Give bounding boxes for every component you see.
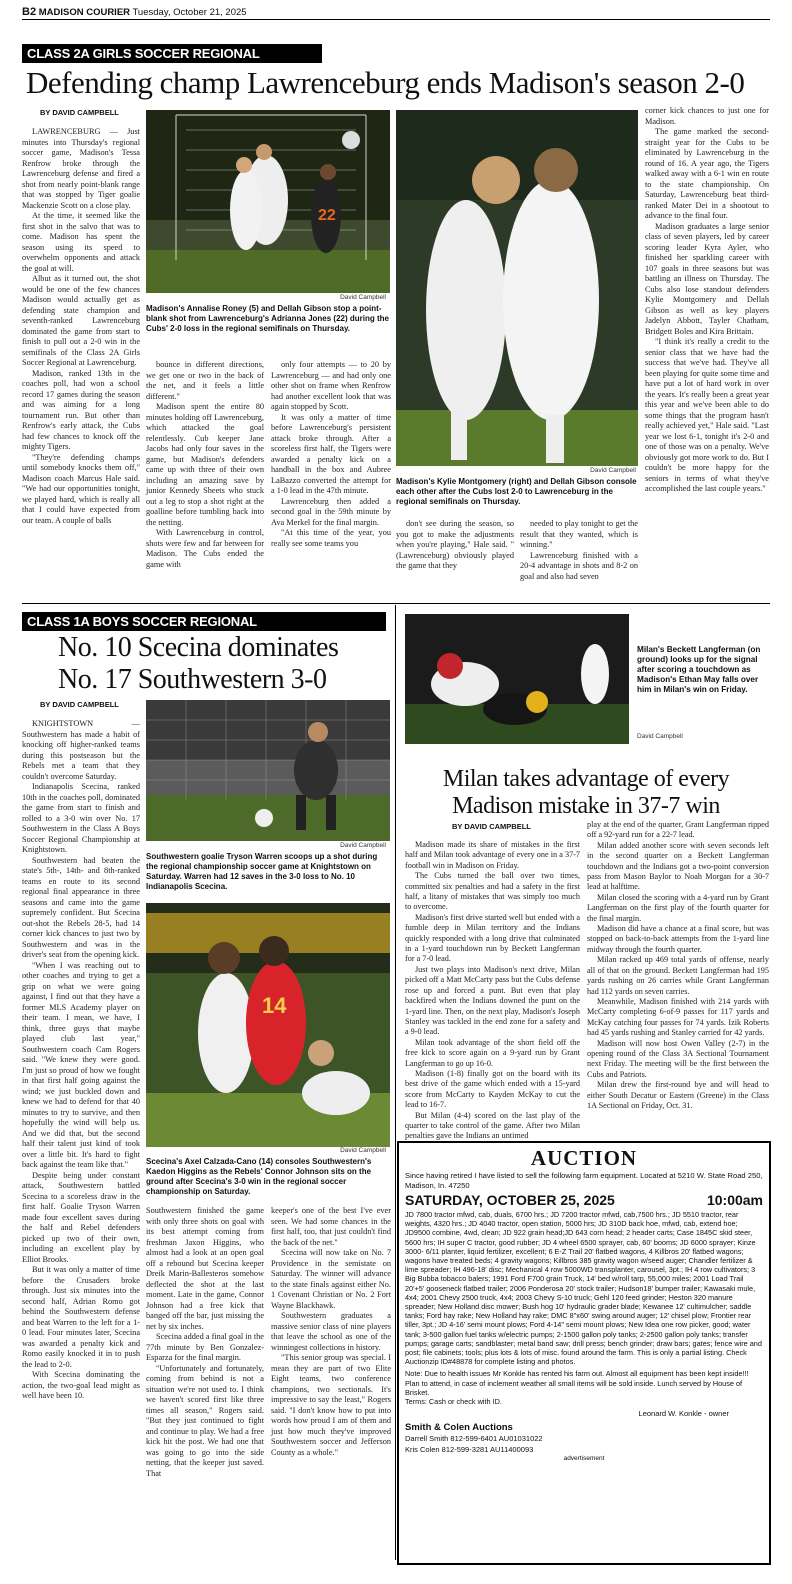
- paragraph: Lawrenceburg then added a second goal in the 59th minute by Ava Merkel for the final margin.: [271, 496, 391, 527]
- story1-kicker: CLASS 2A GIRLS SOCCER REGIONAL: [22, 44, 322, 63]
- auction-ad: [397, 1141, 771, 1565]
- ad-title: AUCTION: [530, 1146, 638, 1170]
- story3-col2: [587, 820, 769, 1120]
- story2-photo-console: [146, 903, 390, 1147]
- story1-photo-action: [146, 110, 390, 293]
- story2-col3: [271, 1206, 391, 1558]
- paragraph: LAWRENCEBURG — Just minutes into Thursday's regional soccer game, Madison's Tessa Renfrow broke through the Lawrenceburg defense and fired a shot from nearly point-blank range that was stopped by Tiger goalie Mackenzie Scott on a close play.: [22, 127, 140, 210]
- paper-name: MADISON COURIER: [38, 7, 131, 18]
- story1-photo-console: [396, 110, 638, 466]
- paragraph: Southwestern had beaten the state's 5th-, 14th- and 8th-ranked teams en route to its second regional final appearance in three seasons and came into the game supremely confident. But Scecina out-shot the Rebels 28-5, had 14 corner kick chances to just two by Southwestern and was in the driver's seat from the opening kick.: [22, 855, 140, 959]
- paragraph: KNIGHTSTOWN — Southwestern has made a habit of knocking off higher-ranked teams during this postseason but the Rebels met a team that they couldn't overcome Saturday.: [22, 719, 140, 781]
- paragraph: bounce in different directions, we get one or two in the back of the net, and it feels a little different.": [146, 360, 264, 401]
- paragraph: keeper's one of the best I've ever seen. We had some chances in the first half, too, that just couldn't find the back of the net.": [271, 1206, 391, 1247]
- ad-equipment-list: JD 7800 tractor mfwd, cab, duals, 6700 hrs.; JD 7200 tractor mfwd, cab,7500 hrs.; JD 5510 tractor, rear weights, 4320 hrs.; JD 4040 tractor, open station, 5000 hrs; JD 310D back hoe, mfwd, cab, extend hoe; JD9500 combine, 4wd, clean; JD 922 grain head;JD 643 corn head; 2 header carts; Case 1845C skid steer, 5600 hrs; IH super C tractor, good rubber; JD 4 wheel 6500 sprayer, cab, 60' booms; JD 6000 sprayer; Kinze 3000- 6/11 planter, liquid fertilizer, excellent; 6 E-Z Trail 20' flatbed wagons, 4 Killbros 20' flatbed wagons; wagons have treated beds; 4 gravity wagons; Killbros 385 gravity wagon w/seed auger; Chandler fertilizer & lime spreader; IH 496-18' disc; Mechanical 4 row 5000WD transplanter, carousel, 3pt.; IH 4 row cultivators; 3 Big Bubba tobacco balers; 1991 Ford F700 grain Truck, 14' bed w/roll tarp, 55,000 miles; 2001 Load Trail 20'+5' gooseneck flatbed trailer; 2006 Ponderosa 20' stock trailer; Hudson18' bumper trailer; Kawasaki mule, 4x4; 2001 Chevy 2500 truck, 4x4; 2003 Chevy S-10 truck; Gehl 120 feed grinder; Heston 320 manure spreader; New Holland disc mower; Bush hog 10' hydraulic grader blade; Kewanee 12' cultimulcher; saddle tanks; Ford hay rake; New Holland hay rake; DMC 8"x60' swing around auger; 12' chisel plow; Frontier rear tiller, 3pt.; JD 4-16' semi mount plows; Ford 4-14" semi mount plows; New Idea one row picker, good; water tank; 3-500 gallon fuel tanks w/electric pumps; 2-1500 gallon poly tanks; 2-2500 gallon poly tanks; transfer pumps; garage carts; sandblaster; metal band saw; drill press; bench grinder; draw bars; gates; fence wire and post; file cabinets; tools; plus lots & lots of misc. found around the farm. This is only a partial listing. Check Auctionzip ID#48878 for complete listing and photos.: [405, 1210, 762, 1367]
- story1-headline: Defending champ Lawrenceburg ends Madison's season 2-0: [26, 65, 745, 100]
- story2-headline-line2: No. 17 Southwestern 3-0: [58, 664, 327, 695]
- paragraph: Despite being under constant attack, Southwestern battled Scecina to a scoreless draw in the first half. Goalie Tryson Warren made four excellent saves during the half and Rebel defenders picked up two of their own, including an excellent play by Elliot Brooks.: [22, 1170, 140, 1264]
- paragraph: don't see during the season, so you got to make the adjustments when you're playing," Hale said. "(Lawrenceburg) obviously played the game that they: [396, 519, 514, 570]
- paragraph: play at the end of the quarter, Grant Langferman ripped off a 92-yard run for a 22-7 lead.: [587, 820, 769, 840]
- story2-photo1-credit: David Campbell: [340, 842, 386, 849]
- paragraph: Scecina will now take on No. 7 Providence in the semistate on Saturday. The winner will advance to the state finals against either No. 1 Covenant Christian or No. 2 Fort Wayne Blackhawk.: [271, 1248, 391, 1310]
- ad-date-row: [399, 1190, 769, 1210]
- story1-col2: [146, 360, 264, 582]
- ad-contact-1: Darrell Smith 812-599-6401 AU01031022: [405, 1434, 543, 1444]
- story1-col5: [520, 519, 638, 583]
- paragraph: The game marked the second-straight year for the Cubs to be eliminated by Lawrenceburg in the round of 16. A year ago, the Tigers walked away with a 6-1 win en route to the state championship. On Saturday, Lawrenceburg beat third-ranked Mater Dei in a shootout to advance to the final four.: [645, 127, 769, 220]
- story3-headline-line1: Milan takes advantage of every: [442, 766, 730, 792]
- section-divider: [22, 603, 770, 604]
- story2-headline-line1: No. 10 Scecina dominates: [58, 632, 339, 663]
- story2-col2: [146, 1206, 264, 1558]
- paragraph: Meanwhile, Madison finished with 214 yards with McCarty completing 6-of-9 passes for 117 yards and McKay catching four passes for 74 yards. Izik Roberts had 45 yards rushing and Stanley carried for 42 yards.: [587, 996, 769, 1038]
- paragraph: Madison made its share of mistakes in the first half and Milan took advantage of every one in a 37-7 football win in Madison on Friday.: [405, 840, 580, 870]
- paragraph: Milan racked up 469 total yards of offense, nearly all of that on the ground. Beckett Langferman had 195 yards rushing on 26 carries while Grant Langferman had 112 yards on seven carries.: [587, 955, 769, 996]
- paragraph: "At this time of the year, you really see some teams you: [271, 528, 391, 548]
- story1-photo2-credit: David Campbell: [590, 467, 636, 474]
- paragraph: "Unfortunately and fortunately, coming from behind is not a situation we're not used to. I think we haven't scored first like three times all season," Rogers said. "But they just continued to fight and continue to play. We had a free kick hit the post. We had one that was going to go into the side netting, that the keeper just saved. That: [146, 1363, 264, 1478]
- story1-col6: [645, 106, 769, 584]
- paragraph: Just two plays into Madison's next drive, Milan picked off a Matt McCarty pass but the Cubs defense rose up and forced a punt. But even that play backfired when the Indians downed the punt on the 1-yard line. Then, on the next play, Madison's Joseph Stanley was tackled in the end zone for a safety and a 9-0 lead.: [405, 964, 580, 1037]
- story3-col1: [405, 840, 580, 1141]
- paragraph: Madison (1-8) finally got on the board with its best drive of the game which ended with a 15-yard score from McCarty to Kayden McKay to cut the lead to 16-7.: [405, 1068, 580, 1110]
- top-rule: [22, 19, 770, 20]
- story3-photo-football: [405, 614, 629, 744]
- ad-owner: Leonard W. Konkle - owner: [638, 1409, 729, 1419]
- paragraph: Madison's first drive started well but ended with a fumble deep in Milan territory and the Indians quickly responded with a long drive that culminated in a 1-yard touchdown run by Beckett Langferman for a 7-0 lead.: [405, 912, 580, 964]
- paragraph: Milan took advantage of the short field off the free kick to score again on a 9-yard run by Grant Langferman to go up 16-0.: [405, 1037, 580, 1068]
- ad-date: SATURDAY, OCTOBER 25, 2025: [405, 1192, 615, 1208]
- paragraph: needed to play tonight to get the result that they wanted, which is winning.": [520, 519, 638, 549]
- paragraph: At the time, it seemed like the first shot in the salvo that was to come. Madison has spent the season using its speed to overwhelm opponents and attack the goal at will.: [22, 211, 140, 273]
- story1-photo1-caption: Madison's Annalise Roney (5) and Dellah Gibson stop a point-blank shot from Lawrenceburg's Adrianna Jones (22) during the Cubs' 2-0 loss in the regional semifinals on Thursday.: [146, 304, 389, 333]
- column-divider: [395, 605, 396, 1560]
- paragraph: Southwestern finished the game with only three shots on goal with its best attempt coming from freshman Jaxon Higgins, who almost had a look at an open goal off a rebound but Scecina keeper Dreik Marin-Ballesteros somehow deflected the shot at the last moment. Late in the game, Connor Johnson had a free kick that banged off the bar, just missing the net by six inches.: [146, 1206, 264, 1331]
- paragraph: Madison spent the entire 80 minutes holding off Lawrenceburg, which attacked the goal relentlessly. Cub keeper Jane Jacobs had only four saves in the game, but Madison's defenders came up with three of their own including an amazing save by junior Kennedy Sheets who stuck out a leg to stop a shot right at the goalline before tumbling back into the netting.: [146, 402, 264, 527]
- story1-col1: [22, 127, 140, 579]
- story1-byline: BY DAVID CAMPBELL: [40, 108, 119, 117]
- paragraph: "I think it's really a credit to the senior class that we have had the success that we've had. They've all been playing for quite some time and have put a lot of hard work in over the years. It's really been a great year this year and we've been able to do some things that the program hasn't really achieved yet," Hale said. "Last year we lost 6-1, tonight it's 2-0 and one of those was on a penalty. We've obviously got more work to do. But I couldn't be more happy for the seniors in terms of what they've accomplished the last couple years.": [645, 337, 769, 493]
- ad-firm: Smith & Colen Auctions: [405, 1422, 513, 1434]
- paragraph: Madison did have a chance at a final score, but was stopped on back-to-back attempts from the 1-yard line midway through the fourth quarter.: [587, 924, 769, 954]
- paragraph: But it was only a matter of time before the Crusaders broke through. Just six minutes into the second half, Adrian Romo got behind the Southwestern defense and beat Warren to the left for a 1-0 lead. Four minutes later, Scecina was awarded a penalty kick and Romo easily knocked it in to push the lead to 2-0.: [22, 1265, 140, 1369]
- paragraph: Milan drew the first-round bye and will head to either South Decatur or Eastern (Greene) in the Class 1A Sectional on Friday, Oct. 31.: [587, 1080, 769, 1110]
- story1-photo2-caption: Madison's Kylie Montgomery (right) and Dellah Gibson console each other after the Cubs lost 2-0 to Lawrenceburg in the regional semifinals on Thursday.: [396, 477, 637, 506]
- ad-contact-2: Kris Colen 812-599-3281 AU11400093: [405, 1445, 534, 1455]
- ad-terms: Terms: Cash or check with ID.: [405, 1397, 502, 1407]
- paragraph: "They're defending champs until somebody knocks them off," Madison coach Marcus Hale said. "We had our opportunities tonight, we played hard, which is really all that I could have expected from our team. A couple of balls: [22, 452, 140, 525]
- paragraph: With Scecina dominating the action, the two-goal lead might as well have been 10.: [22, 1370, 140, 1400]
- paragraph: But Milan (4-4) scored on the last play of the quarter to take control of the game. After two Milan penalties gave the Indians an untimed: [405, 1110, 580, 1141]
- story3-photo-caption: Milan's Beckett Langferman (on ground) looks up for the signal after scoring a touchdown as Madison's Ethan May falls over him in Milan's win on Friday.: [637, 645, 761, 694]
- paragraph: Scecina added a final goal in the 77th minute by Ben Gonzalez-Esparza for the final margin.: [146, 1332, 264, 1362]
- story2-photo-goalie: [146, 700, 390, 841]
- paragraph: only four attempts — to 20 by Lawrenceburg — and had only one other shot on frame when Renfrow had another excellent look that was again stopped by Scott.: [271, 360, 391, 411]
- svg-text:22: 22: [318, 207, 336, 224]
- paragraph: With Lawrenceburg in control, shots were few and far between for Madison. The Cubs ended the game with: [146, 528, 264, 569]
- paragraph: Lawrenceburg finished with a 20-4 advantage in shots and 8-2 on goal and also had seven: [520, 550, 638, 581]
- paragraph: "This senior group was special. I mean they are part of two Elite Eight teams, two conference champions, two sectionals. It's impressive to say the least," Rogers said. "I don't know how to put into words how proud I am of them and just how much they've improved Southwestern soccer and Jefferson County as a whole.": [271, 1353, 391, 1457]
- paragraph: Indianapolis Scecina, ranked 10th in the coaches poll, dominated the game from start to finish and rolled to a 3-0 win over No. 17 Southwestern in the Class A Boys Soccer Regional Championship at Knightstown.: [22, 782, 140, 854]
- paragraph: Madison graduates a large senior class of seven players, led by career scoring leader Kyra Ayler, who finished her sparkling career with 107 goals in three seasons but was battling an illness on Thursday. The Cubs also lose standout defenders Kylie Montgomery and Dellah Gibson as well as key players Jadelyn Abbott, Tayler Chatham, Bridgett Boles and Kira Brittain.: [645, 221, 769, 336]
- story3-headline-line2: Madison mistake in 37-7 win: [452, 793, 720, 819]
- story2-col1: [22, 719, 140, 1557]
- paragraph: Madison will now host Owen Valley (2-7) in the opening round of the Class 3A Sectional Tournament next Friday. The meeting will be the first between the Cubs and Patriots.: [587, 1038, 769, 1079]
- page-number: B2: [22, 6, 37, 18]
- folio: [22, 6, 247, 18]
- story1-photo1-credit: David Campbell: [340, 294, 386, 301]
- paragraph: The Cubs turned the ball over two times, committed six penalties and had a safety in the first half, a litany of mistakes that was simply too much to overcome.: [405, 871, 580, 912]
- story2-kicker: CLASS 1A BOYS SOCCER REGIONAL: [22, 612, 386, 631]
- story2-photo2-credit: David Campbell: [340, 1147, 386, 1154]
- story3-byline: BY DAVID CAMPBELL: [452, 822, 531, 831]
- issue-date: Tuesday, October 21, 2025: [132, 7, 247, 18]
- story2-byline: BY DAVID CAMPBELL: [40, 700, 119, 709]
- paragraph: corner kick chances to just one for Madison.: [645, 106, 769, 126]
- paragraph: Madison, ranked 13th in the coaches poll, had won a school record 17 games during the season and was aiming for a long tournament run. But other than Renfrow's early attack, the Cubs had few chances to knock off the mighty Tigers.: [22, 368, 140, 451]
- paragraph: It was only a matter of time before Lawrenceburg's persistent attack broke through. After a scoreless first half, the Tigers were awarded a penalty kick on a handball in the box and Aubree LaBazzo converted the attempt for a 1-0 lead in the 47th minute.: [271, 412, 391, 495]
- paragraph: Southwestern graduates a massive senior class of nine players that leave the school as one of the winningest collections in history.: [271, 1311, 391, 1352]
- story2-photo2-caption: Scecina's Axel Calzada-Cano (14) consoles Southwestern's Kaedon Higgins as the Rebels' Connor Johnson sits on the ground after Scecina's 3-0 win in the regional soccer championship on Saturday.: [146, 1157, 372, 1196]
- ad-intro: Since having retired I have listed to sell the following farm equipment. Located at 5210 W. State Road 250, Madison, In. 47250: [405, 1171, 763, 1190]
- story3-photo-credit: David Campbell: [637, 733, 683, 740]
- story1-col4: [396, 519, 514, 583]
- paragraph: Milan closed the scoring with a 4-yard run by Grant Langferman on the first play of the fourth quarter for the final margin.: [587, 892, 769, 923]
- story2-photo1-caption: Southwestern goalie Tryson Warren scoops up a shot during the regional championship soccer game at Knightstown on Saturday. Warren had 12 saves in the 3-0 loss to No. 10 Indianapolis Scecina.: [146, 852, 378, 891]
- story1-col3: [271, 360, 391, 582]
- ad-note: Note: Due to health issues Mr Konkle has rented his farm out. Almost all equipment has been kept inside!!! Plan to attend, in case of inclement weather all small items will be sold inside. Lunch served by House of Brisket.: [405, 1369, 749, 1397]
- paragraph: Albut as it turned out, the shot would be one of the few chances Madison would actually get as defending state champion and seventh-ranked Lawrenceburg dominated the game from start to finish to pull out a 2-0 win in the semifinals of the Class 2A Girls Soccer Regional at Lawrenceburg.: [22, 274, 140, 367]
- paragraph: Milan added another score with seven seconds left in the second quarter on a Beckett Langferman touchdown and the Indians got a two-point conversion pass from Mason Baylor to Noah Morgan for a 30-7 lead at halftime.: [587, 840, 769, 892]
- svg-text:14: 14: [262, 993, 287, 1018]
- ad-time: 10:00am: [706, 1192, 763, 1208]
- paragraph: "When I was reaching out to other coaches and trying to get a grip on what we were going against, I find out that they have a former MLS Academy player on their team. I mean, we have, I think, three guys that maybe played club last year," Southwestern coach Cam Rogers said. "We knew they were good. I'm just so proud of how we fought in that first half going against the wind; we just buckled down and knew we had to defend for that 40 minutes to try to survive, and then hopefully the wind will help us. And we did that, but the second half their talent just kind of took over a little bit. It's hard to fight back against the team like that.": [22, 960, 140, 1169]
- ad-tag: advertisement: [563, 1455, 605, 1463]
